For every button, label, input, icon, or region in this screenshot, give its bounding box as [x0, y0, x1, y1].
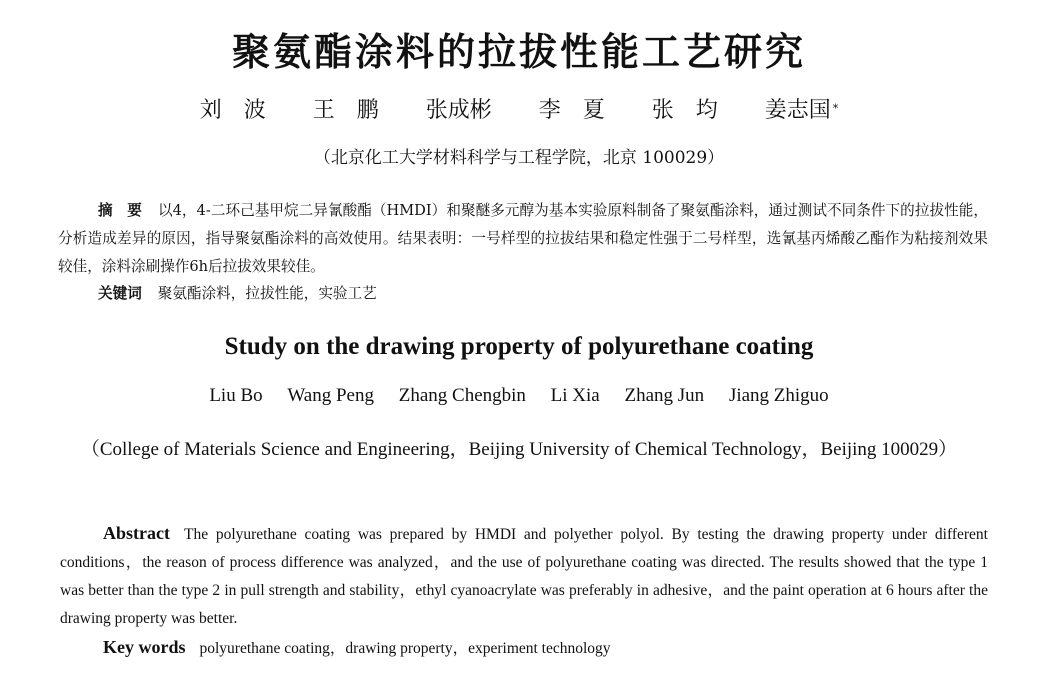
chinese-keywords [98, 281, 988, 307]
chinese-author-name: 姜志国 [764, 98, 831, 123]
english-keywords-text: polyurethane coating，drawing property，experiment technology [199, 640, 611, 657]
chinese-abstract [58, 197, 988, 281]
chinese-author: 王 鹏 [312, 98, 379, 123]
corresponding-author-mark: * [832, 102, 839, 115]
chinese-author: 张成彬 [425, 98, 492, 123]
chinese-abstract-text: 以4，4-二环己基甲烷二异氰酸酯（HMDI）和聚醚多元醇为基本实验原料制备了聚氨酯涂料，通过测试不同条件下的拉拔性能，分析造成差异的原因，指导聚氨酯涂料的高效使用。结果表明：一号样型的拉拔结果和稳定性强于二号样型，选氰基丙烯酸乙酯作为粘接剂效果较佳，涂料涂刷操作6h后拉拔效果较佳。 [58, 202, 988, 275]
chinese-title: 聚氨酯涂料的拉拔性能工艺研究 [231, 30, 806, 74]
chinese-keywords-text: 聚氨酯涂料，拉拔性能，实验工艺 [157, 285, 377, 302]
chinese-abstract-label: 摘 要 [98, 202, 142, 219]
english-author: Jiang Zhiguo [728, 385, 829, 406]
chinese-author: 李 夏 [538, 98, 605, 123]
english-author: Wang Peng [287, 385, 374, 406]
english-abstract-text: The polyurethane coating was prepared by HMDI and polyether polyol. By testing the drawing property under different conditions，the reason of process difference was analyzed，and the use of polyurethane coating was directed. The results showed that the type 1 was better than the type 2 in pull strength and stability，ethyl cyanoacrylate was preferably in adhesive，and the paint operation at 6 hours after the drawing property was better. [60, 526, 988, 627]
chinese-author-corresponding [765, 98, 839, 123]
english-author-list [0, 382, 1038, 410]
english-author: Zhang Jun [624, 385, 705, 406]
chinese-author: 张 均 [651, 98, 718, 123]
english-author: Zhang Chengbin [398, 385, 526, 406]
english-abstract-label: Abstract [103, 523, 170, 543]
english-author: Li Xia [550, 385, 600, 406]
chinese-affiliation: （北京化工大学材料科学与工程学院，北京 100029） [313, 148, 725, 168]
chinese-keywords-label: 关键词 [98, 285, 142, 302]
english-author: Liu Bo [209, 385, 263, 406]
chinese-author: 刘 波 [199, 98, 266, 123]
english-title: Study on the drawing property of polyurethane coating [224, 333, 814, 360]
english-keywords-label: Key words [103, 637, 186, 657]
english-abstract [60, 519, 988, 633]
english-keywords [103, 633, 988, 663]
chinese-author-list [0, 96, 1038, 126]
english-affiliation: （College of Materials Science and Engineering，Beijing University of Chemical Technology，Beijing 100029） [80, 439, 958, 460]
